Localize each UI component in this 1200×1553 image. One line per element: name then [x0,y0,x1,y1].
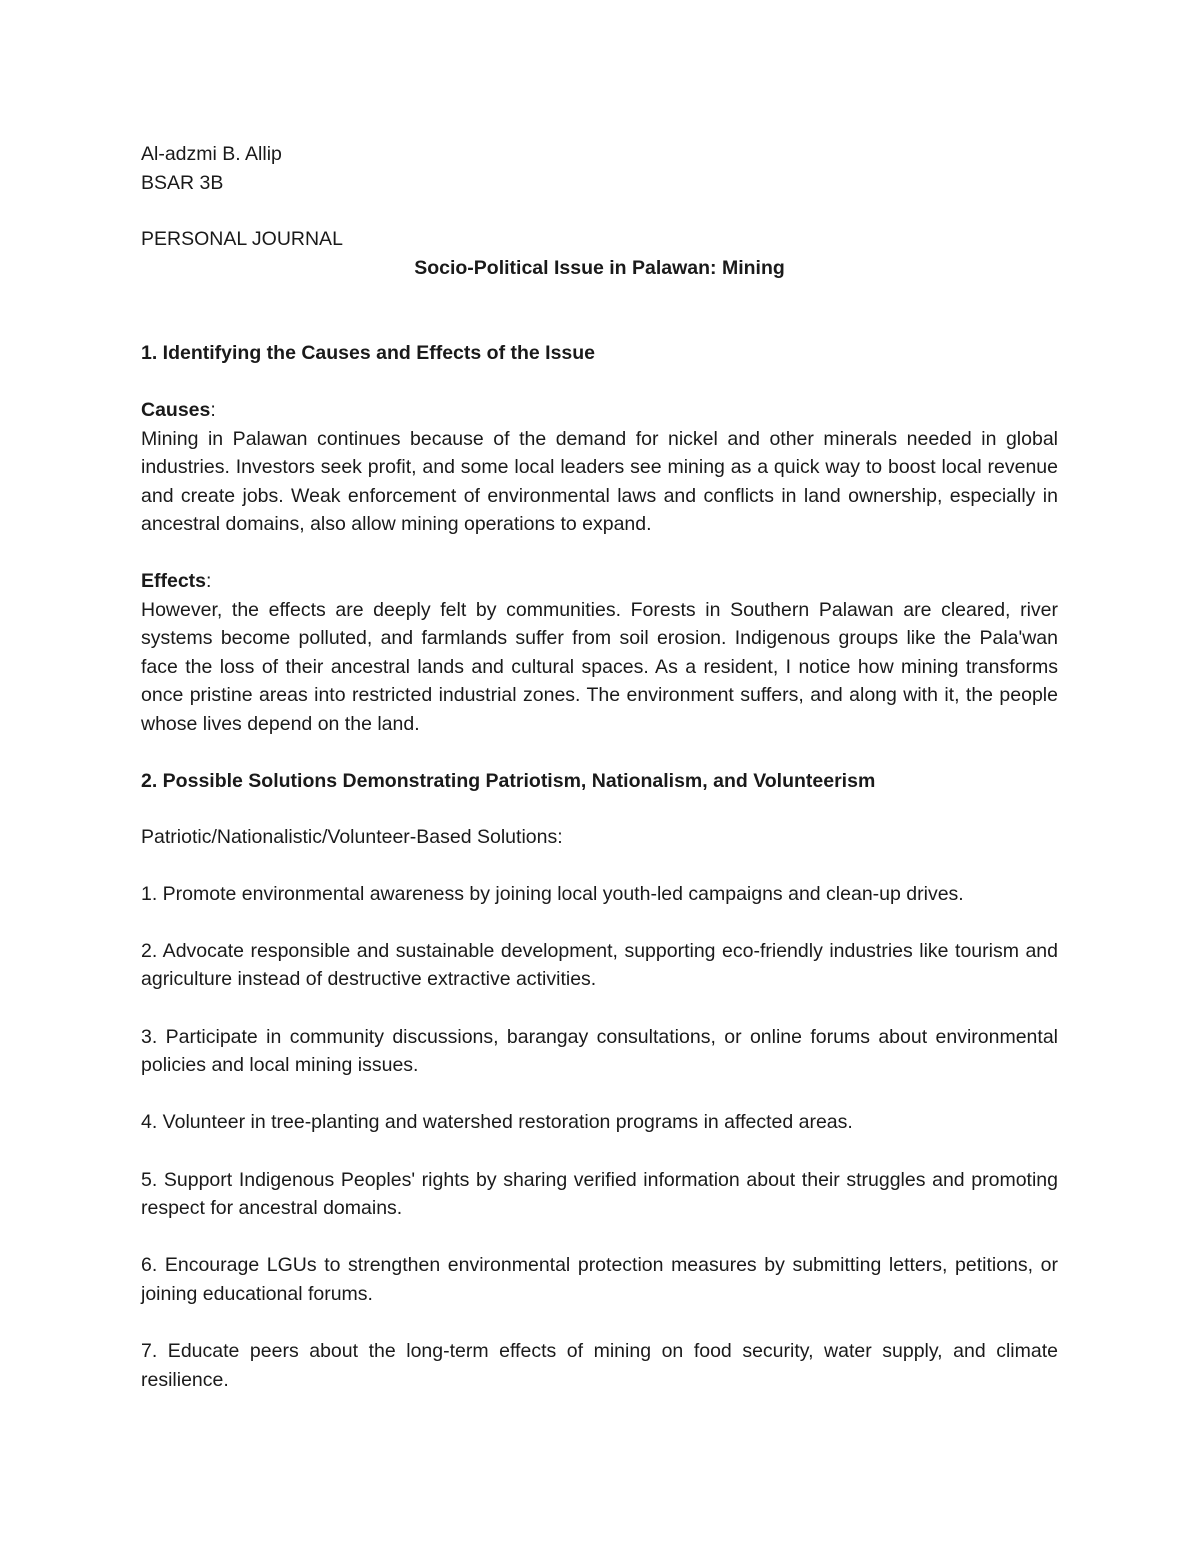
solution-item: 2. Advocate responsible and sustainable development, supporting eco-friendly industries like tourism and agriculture instead of destructive extractive activities. [141,939,1058,991]
solution-item: 4. Volunteer in tree-planting and watershed restoration programs in affected areas. [141,1111,853,1134]
spacer [141,739,1058,767]
course-section: BSAR 3B [141,171,224,194]
causes-paragraph: Mining in Palawan continues because of the demand for nickel and other minerals needed in global industries. Investors seek profit, and some local leaders see mining as a quick way to boost local revenue and create jobs. Weak enforcement of environmental laws and conflicts in land ownership, especially in ancestral domains, also allow mining operations to expand. [141,427,1058,536]
spacer [141,368,1058,396]
solution-item: 6. Encourage LGUs to strengthen environmental protection measures by submitting letters, petitions, or joining educational forums. [141,1254,1058,1305]
spacer [141,197,1058,225]
document-page [141,140,1058,1423]
section-heading-causes-effects: 1. Identifying the Causes and Effects of the Issue [141,342,596,365]
spacer [141,795,1058,823]
spacer [141,282,1058,339]
effects-label: Effects [141,569,207,592]
solutions-intro: Patriotic/Nationalistic/Volunteer-Based Solutions: [141,826,563,849]
solution-item: 7. Educate peers about the long-term effects of mining on food security, water supply, and climate resilience. [141,1340,1058,1391]
spacer [141,852,1058,880]
colon: : [210,398,216,421]
author-name: Al-adzmi B. Allip [141,143,282,165]
effects-paragraph: However, the effects are deeply felt by communities. Forests in Southern Palawan are cleared, river systems become polluted, and farmlands suffer from soil erosion. Indigenous groups like the Pala'wan face the loss of their ancestral lands and cultural spaces. As a resident, I notice how mining transforms once pristine areas into restricted industrial zones. The environment suffers, and along with it, the people whose lives depend on the land. [141,598,1058,735]
solution-item: 5. Support Indigenous Peoples' rights by sharing verified information about their struggles and promoting respect for ancestral domains. [141,1168,1058,1220]
colon: : [206,569,212,592]
page-title: Socio-Political Issue in Palawan: Mining [414,256,785,279]
document-type: PERSONAL JOURNAL [141,228,343,251]
causes-label-line [141,396,1058,425]
section-heading-solutions: 2. Possible Solutions Demonstrating Patriotism, Nationalism, and Volunteerism [141,769,876,792]
spacer [141,539,1058,567]
solution-item: 3. Participate in community discussions, barangay consultations, or online forums about environmental policies and local mining issues. [141,1025,1058,1077]
solution-item: 1. Promote environmental awareness by joining local youth-led campaigns and clean-up drives. [141,882,964,905]
causes-label: Causes [141,398,211,421]
effects-label-line [141,567,1058,596]
